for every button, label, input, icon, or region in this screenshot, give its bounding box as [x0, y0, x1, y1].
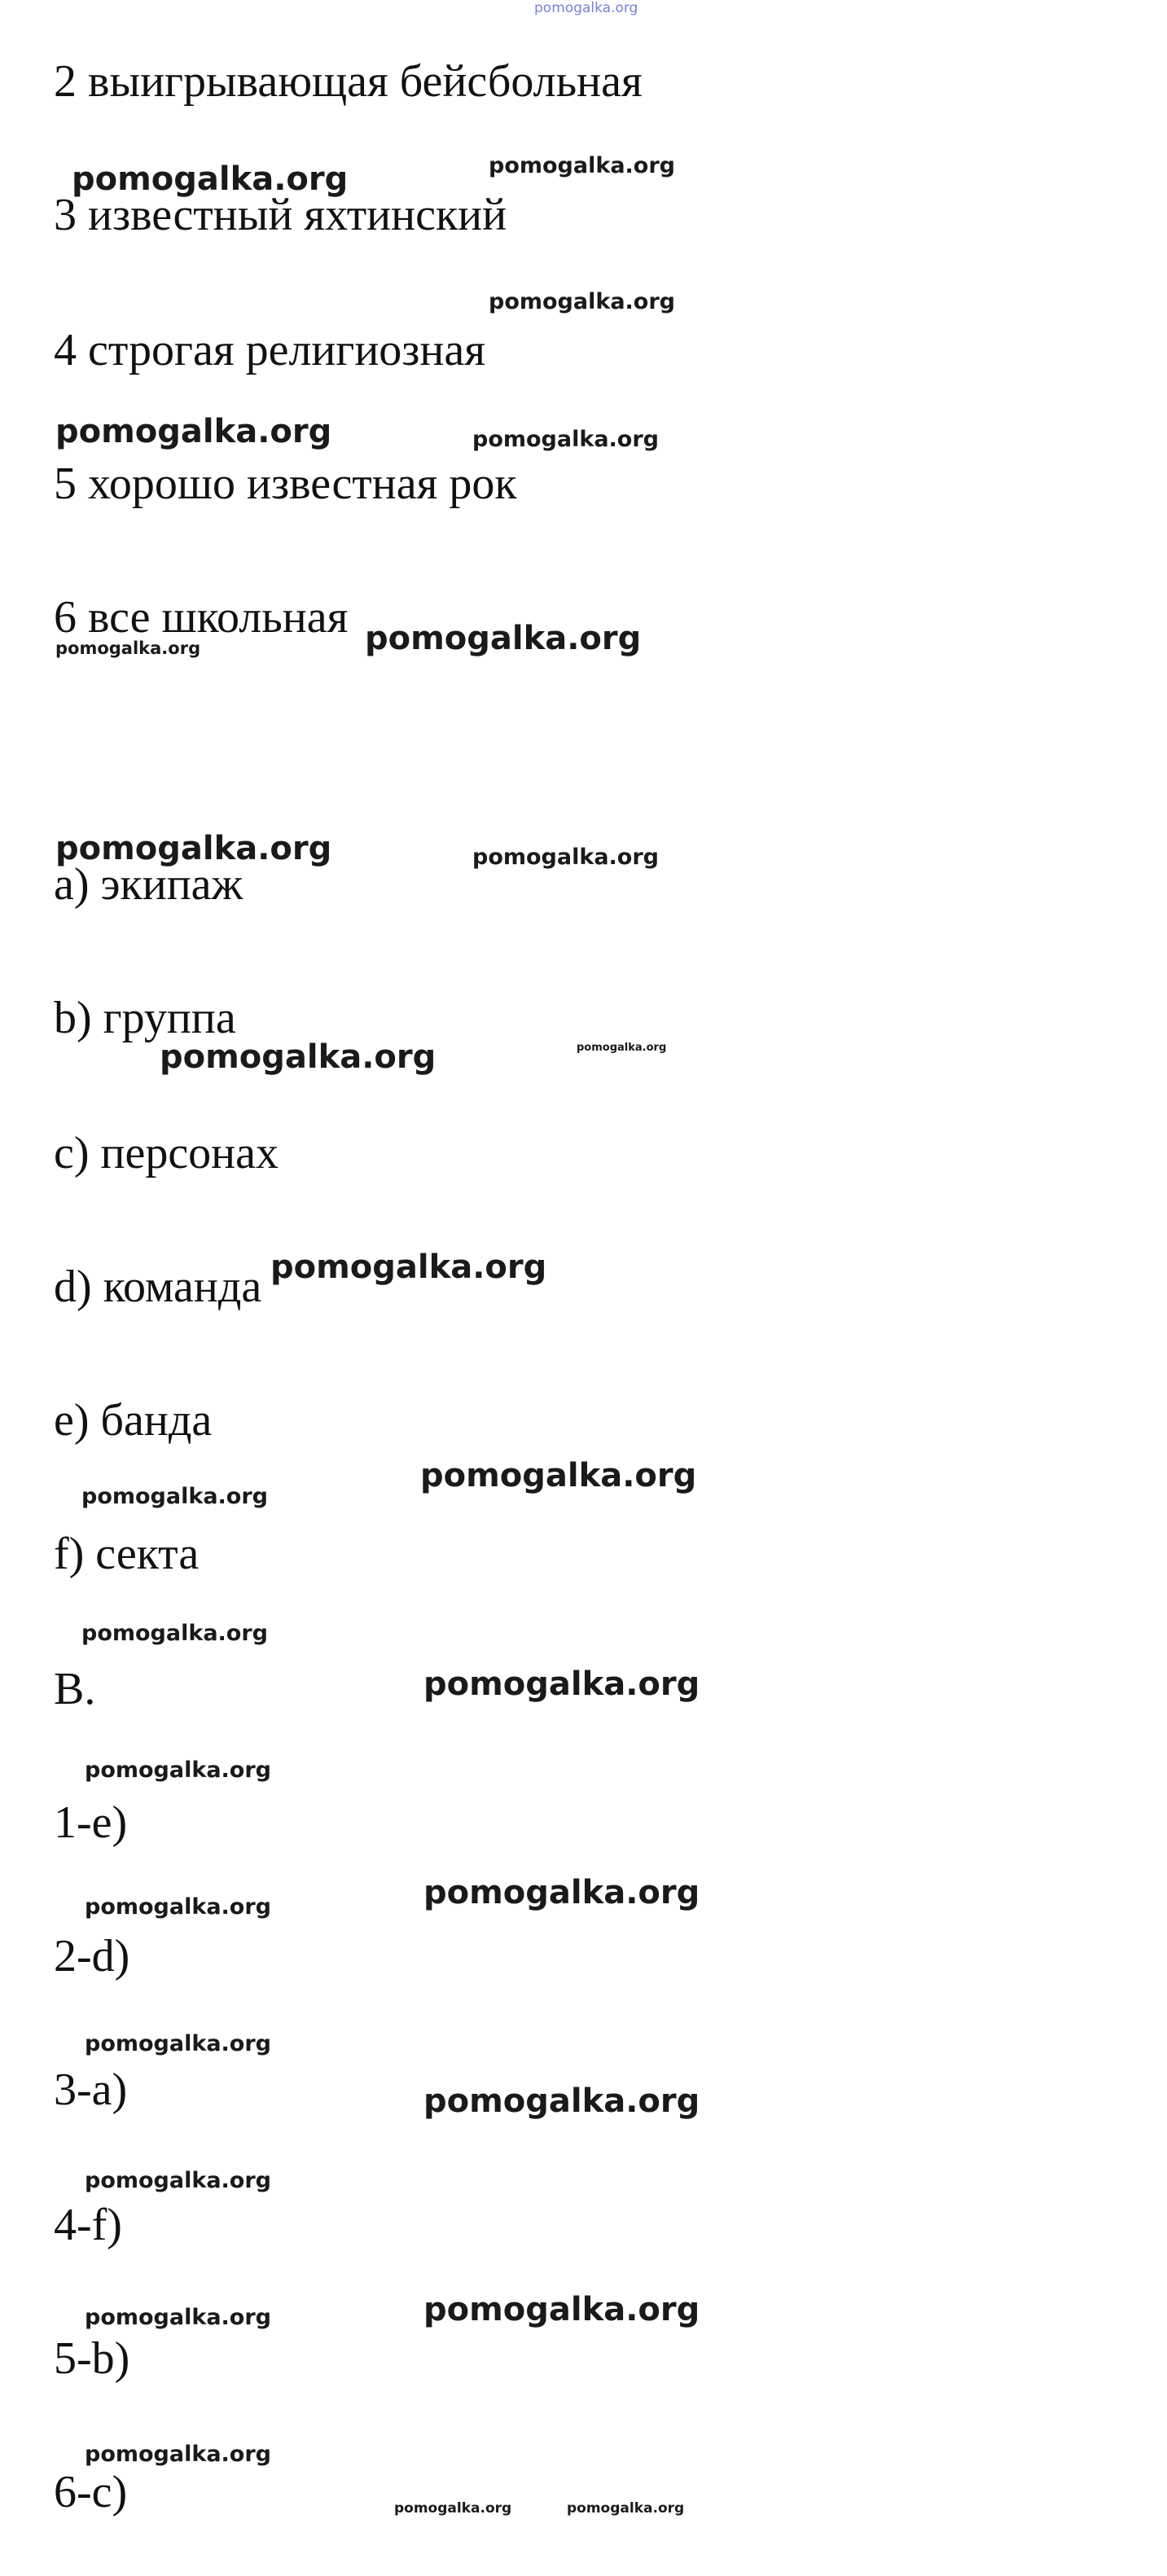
watermark: pomogalka.org: [55, 413, 332, 450]
text-line: f) секта: [54, 1529, 200, 1579]
watermark: pomogalka.org: [423, 2291, 700, 2328]
watermark: pomogalka.org: [394, 2500, 512, 2517]
watermark: pomogalka.org: [472, 845, 659, 870]
watermark: pomogalka.org: [270, 1249, 547, 1286]
text-line: 3 известный яхтинский: [54, 190, 507, 240]
text-line: 5 хорошо известная рок: [54, 459, 517, 509]
watermark: pomogalka.org: [72, 160, 349, 198]
watermark: pomogalka.org: [423, 1665, 700, 1703]
watermark: pomogalka.org: [81, 1484, 268, 1509]
watermark: pomogalka.org: [85, 2442, 271, 2467]
text-line: a) экипаж: [54, 859, 243, 910]
watermark: pomogalka.org: [55, 639, 201, 658]
text-line: e) банда: [54, 1395, 213, 1446]
watermark: pomogalka.org: [55, 830, 332, 867]
text-line: 6 все школьная: [54, 592, 349, 643]
text-line: 4-f): [54, 2200, 122, 2250]
watermark: pomogalka.org: [567, 2500, 685, 2517]
text-line: b) группа: [54, 993, 236, 1043]
watermark: pomogalka.org: [423, 2082, 700, 2120]
watermark: pomogalka.org: [85, 2305, 271, 2330]
text-line: 2-d): [54, 1931, 130, 1981]
watermark: pomogalka.org: [577, 1042, 667, 1054]
text-line: 1-e): [54, 1797, 128, 1848]
text-line: 5-b): [54, 2333, 130, 2384]
watermark: pomogalka.org: [472, 427, 659, 452]
watermark: pomogalka.org: [85, 2031, 271, 2056]
header-watermark: pomogalka.org: [534, 0, 638, 16]
watermark: pomogalka.org: [489, 289, 675, 314]
watermark: pomogalka.org: [423, 1874, 700, 1911]
watermark: pomogalka.org: [85, 1758, 271, 1783]
text-line: B.: [54, 1664, 96, 1714]
text-line: 2 выигрывающая бейсбольная: [54, 56, 643, 107]
text-line: d) команда: [54, 1262, 262, 1312]
watermark: pomogalka.org: [420, 1457, 697, 1494]
watermark: pomogalka.org: [489, 153, 675, 178]
text-line: 4 строгая религиозная: [54, 325, 486, 375]
text-line: 6-c): [54, 2467, 128, 2517]
watermark: pomogalka.org: [85, 2168, 271, 2193]
watermark: pomogalka.org: [160, 1038, 437, 1076]
watermark: pomogalka.org: [365, 620, 642, 657]
watermark: pomogalka.org: [81, 1621, 268, 1646]
text-line: 3-a): [54, 2065, 128, 2115]
text-line: c) персонах: [54, 1128, 279, 1178]
watermark: pomogalka.org: [85, 1894, 271, 1920]
